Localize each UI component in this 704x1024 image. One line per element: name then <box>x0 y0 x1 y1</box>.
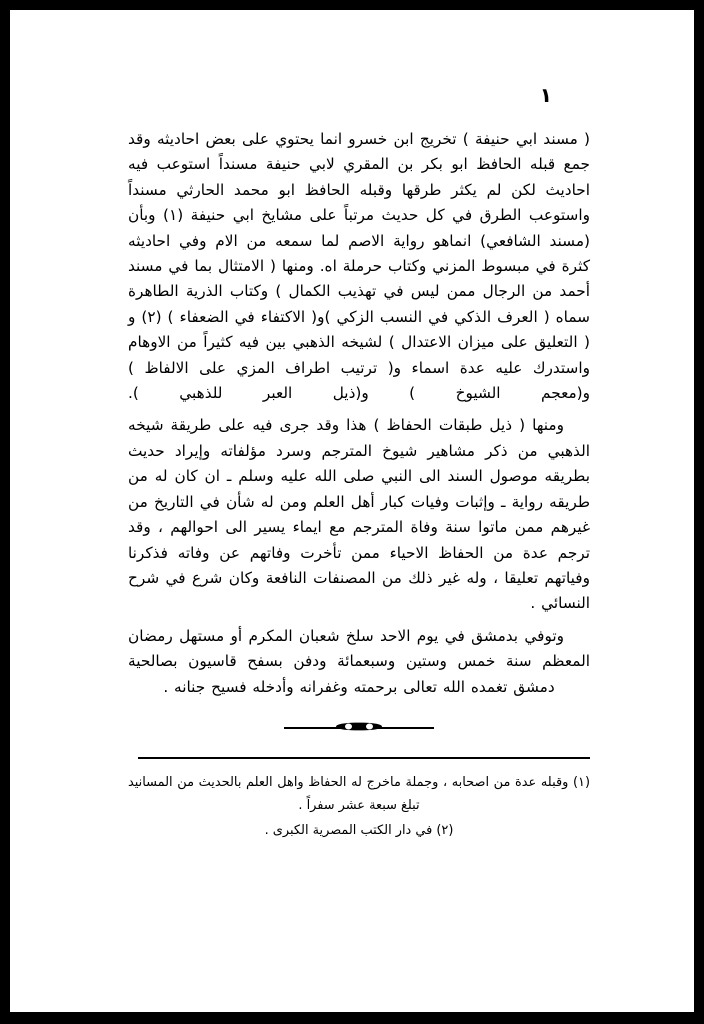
footnote-item-1: (١) وقبله عدة من اصحابه ، وجملة ماخرج له الحفاظ واهل العلم بالحديث من المسانيد تبلغ سبعة عشر سفراً . <box>128 775 590 814</box>
folio-number: ١ <box>539 83 552 107</box>
footnote-item-2: (٢) في دار الكتب المصرية الكبرى . <box>264 823 454 839</box>
body-paragraph-3: وتوفي بدمشق في يوم الاحد سلخ شعبان المكرم أو مستهل رمضان المعظم سنة خمس وستين وسبعمائة ودفن بسفح قاسيون بصالحية دمشق تغمده الله تعالى برحمته وغفرانه وأدخله فسيح جنانه . <box>128 626 590 696</box>
ornament-knot <box>336 723 382 731</box>
decorative-rule-ornament <box>284 721 434 735</box>
page-content <box>128 85 590 842</box>
page-paper <box>10 10 694 1012</box>
body-paragraph-2: ومنها ( ذيل طبقات الحفاظ ) هذا وقد جرى فيه على طريقة شيخه الذهبي من ذكر مشاهير شيوخ المترجم وسرد مؤلفاته وإيراد حديث بطريقه موصول السند الى النبي صلى الله عليه وسلم ـ ان كان له من طريقه رواية ـ وإثبات وفيات كبار أهل العلم ومن له شأن في التاريخ من غيرهم ممن ماتوا سنة وفاة المترجم مع ايماء يسير الى احوالهم ، وقد ترجم عدة من الحفاظ الاحياء ممن تأخرت وفاتهم عن وفاته فذكرنا وفياتهم تعليقا ، وله غير ذلك من المصنفات النافعة وكان شرع في شرح النسائي . <box>128 416 590 613</box>
footnote-separator-rule <box>138 757 590 759</box>
body-paragraph-1: ( مسند ابي حنيفة ) تخريج ابن خسرو انما يحتوي على بعض احاديثه وقد جمع قبله الحافظ ابو بكر بن المقري لابي حنيفة مسنداً استوعب فيه احاديث لكن لم يكثر طرقها وقبله الحافظ ابو محمد الحارثي مسنداً واستوعب الطرق في كل حديث مرتباً على مشايخ ابي حنيفة (١) وبأن (مسند الشافعي) انماهو رواية الاصم لما سمعه من الام وفي احاديثه كثرة في مبسوط المزني وكتاب حرملة اه. ومنها ( الامتثال بما في مسند أحمد من الرجال ممن ليس في تهذيب الكمال ) وكتاب الذرية الطاهرة سماه ( العرف الذكي في النسب الزكي )و( الاكتفاء في الضعفاء ) (٢) و ( التعليق على ميزان الاعتدال ) لشيخه الذهبي بين فيه كثيراً من الاوهام واستدرك عليه عدة اسماء و( ترتيب اطراف المزي على الالفاظ ) و(معجم الشيوخ ) و(ذيل العبر للذهبي ). <box>128 130 590 403</box>
body-text <box>128 127 590 700</box>
footnotes-block <box>128 771 590 842</box>
